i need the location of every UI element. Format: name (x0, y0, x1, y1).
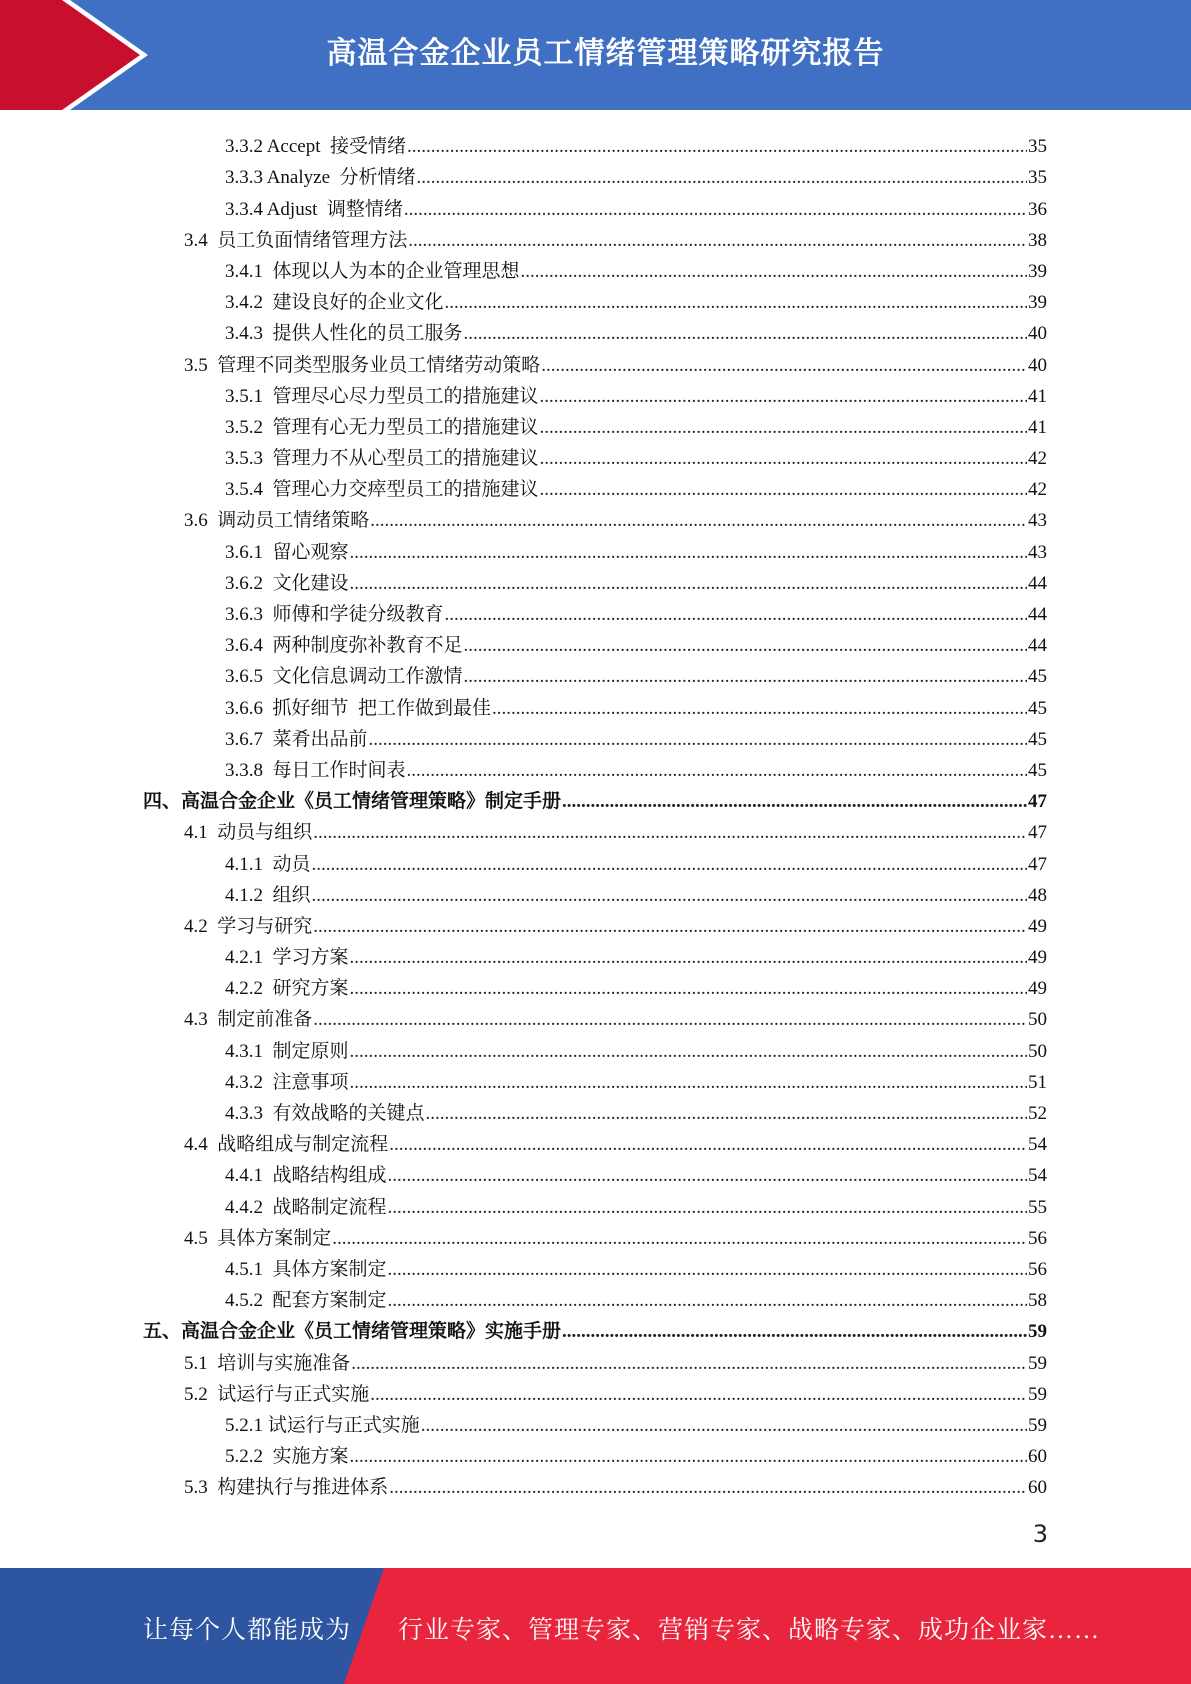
toc-entry-page: 60 (1028, 1477, 1047, 1499)
toc-entry-title: 5.1 培训与实施准备 (184, 1352, 351, 1374)
toc-entry[interactable] (143, 1001, 1047, 1032)
toc-dot-leader (404, 198, 1027, 222)
toc-entry[interactable] (143, 1251, 1047, 1282)
toc-entry-page: 45 (1028, 697, 1047, 719)
toc-entry-page: 54 (1028, 1134, 1047, 1156)
toc-entry-title: 3.4.2 建设良好的企业文化 (225, 292, 444, 314)
toc-entry-title: 3.3.3 Analyze 分析情绪 (225, 167, 416, 189)
toc-dot-leader (388, 1258, 1027, 1282)
toc-entry-page: 59 (1028, 1414, 1047, 1436)
toc-entry[interactable] (143, 1188, 1047, 1219)
toc-dot-leader (464, 665, 1027, 689)
toc-entry[interactable] (143, 908, 1047, 939)
toc-dot-leader (407, 135, 1027, 159)
toc-dot-leader (464, 634, 1027, 658)
toc-entry[interactable] (143, 783, 1047, 814)
toc-dot-leader (351, 1352, 1027, 1376)
toc-entry-page: 43 (1028, 541, 1047, 563)
toc-dot-leader (540, 416, 1027, 440)
toc-entry-page: 41 (1028, 385, 1047, 407)
toc-entry[interactable] (143, 658, 1047, 689)
toc-entry[interactable] (143, 190, 1047, 221)
toc-entry-page: 49 (1028, 915, 1047, 937)
toc-entry-page: 41 (1028, 416, 1047, 438)
toc-entry[interactable] (143, 689, 1047, 720)
toc-entry-title: 3.4.1 体现以人为本的企业管理思想 (225, 260, 520, 282)
toc-entry-page: 47 (1028, 791, 1047, 813)
toc-dot-leader (445, 603, 1027, 627)
toc-entry[interactable] (143, 1438, 1047, 1469)
toc-entry[interactable] (143, 1126, 1047, 1157)
toc-dot-leader (350, 977, 1027, 1001)
toc-entry-title: 4.2 学习与研究 (184, 915, 313, 937)
toc-entry-title: 3.6.1 留心观察 (225, 541, 349, 563)
toc-entry[interactable] (143, 1064, 1047, 1095)
toc-dot-leader (389, 1476, 1027, 1500)
toc-entry[interactable] (143, 1220, 1047, 1251)
toc-entry[interactable] (143, 128, 1047, 159)
toc-entry[interactable] (143, 533, 1047, 564)
toc-entry-title: 3.6.2 文化建设 (225, 572, 349, 594)
toc-dot-leader (388, 1289, 1027, 1313)
toc-entry-title: 四、高温合金企业《员工情绪管理策略》制定手册 (143, 791, 562, 813)
footer-slogan-left: 让每个人都能成为 (143, 1617, 352, 1644)
toc-entry-title: 3.6.5 文化信息调动工作激情 (225, 666, 463, 688)
toc-entry-page: 54 (1028, 1165, 1047, 1187)
toc-dot-leader (426, 1102, 1027, 1126)
toc-entry-page: 44 (1028, 572, 1047, 594)
toc-dot-leader (313, 1008, 1027, 1032)
toc-entry-title: 5.2 试运行与正式实施 (184, 1383, 370, 1405)
toc-entry-page: 47 (1028, 853, 1047, 875)
page-number: 3 (1032, 1520, 1048, 1548)
toc-entry-title: 3.4 员工负面情绪管理方法 (184, 229, 408, 251)
toc-entry-title: 3.6.3 师傅和学徒分级教育 (225, 604, 444, 625)
toc-dot-leader (350, 1040, 1027, 1064)
toc-entry-page: 49 (1028, 947, 1047, 969)
toc-dot-leader (562, 1320, 1027, 1344)
toc-entry[interactable] (143, 502, 1047, 533)
toc-entry-page: 51 (1028, 1071, 1047, 1093)
toc-dot-leader (370, 1383, 1027, 1407)
toc-entry[interactable] (143, 752, 1047, 783)
toc-entry-title: 4.4 战略组成与制定流程 (184, 1134, 389, 1156)
toc-dot-leader (540, 478, 1027, 502)
toc-entry-page: 56 (1028, 1258, 1047, 1280)
toc-entry-page: 58 (1028, 1290, 1047, 1312)
toc-entry-title: 4.5.2 配套方案制定 (225, 1290, 387, 1312)
footer-slogan-right: 行业专家、管理专家、营销专家、战略专家、成功企业家…… (398, 1617, 1101, 1644)
toc-entry-page: 44 (1028, 635, 1047, 657)
toc-entry-title: 3.6 调动员工情绪策略 (184, 510, 370, 532)
toc-entry-page: 59 (1028, 1352, 1047, 1374)
toc-entry-page: 50 (1028, 1040, 1047, 1062)
toc-dot-leader (388, 1164, 1027, 1188)
toc-entry-title: 4.2.2 研究方案 (225, 978, 349, 1000)
toc-entry[interactable] (143, 596, 1047, 627)
toc-entry-title: 3.5.4 管理心力交瘁型员工的措施建议 (225, 479, 539, 501)
toc-entry[interactable] (143, 939, 1047, 970)
toc-entry-title: 3.5.2 管理有心无力型员工的措施建议 (225, 416, 539, 438)
toc-entry-page: 56 (1028, 1227, 1047, 1249)
document-title: 高温合金企业员工情绪管理策略研究报告 (326, 36, 885, 71)
toc-dot-leader (350, 572, 1027, 596)
toc-entry-title: 5.2.1 试运行与正式实施 (225, 1414, 420, 1436)
toc-entry[interactable] (143, 471, 1047, 502)
toc-dot-leader (540, 447, 1027, 471)
toc-entry-page: 39 (1028, 292, 1047, 314)
toc-entry-title: 4.3 制定前准备 (184, 1009, 313, 1031)
toc-entry-title: 3.6.4 两种制度弥补教育不足 (225, 635, 463, 657)
toc-entry-page: 45 (1028, 759, 1047, 781)
toc-entry[interactable] (143, 814, 1047, 845)
toc-entry-title: 4.5.1 具体方案制定 (225, 1258, 387, 1280)
toc-dot-leader (312, 853, 1027, 877)
toc-entry-title: 3.3.2 Accept 接受情绪 (225, 136, 407, 158)
toc-dot-leader (421, 1414, 1027, 1438)
toc-entry-page: 40 (1028, 323, 1047, 345)
toc-entry-page: 52 (1028, 1103, 1047, 1124)
toc-entry-title: 3.5 管理不同类型服务业员工情绪劳动策略 (184, 354, 541, 376)
toc-entry-title: 3.6.7 菜肴出品前 (225, 728, 368, 750)
toc-entry[interactable] (143, 877, 1047, 908)
toc-entry-page: 35 (1028, 167, 1047, 189)
toc-dot-leader (350, 1071, 1027, 1095)
toc-entry-page: 43 (1028, 510, 1047, 532)
toc-entry[interactable] (143, 1407, 1047, 1438)
toc-dot-leader (389, 1133, 1027, 1157)
toc-entry-page: 47 (1028, 822, 1047, 844)
toc-entry[interactable] (143, 315, 1047, 346)
toc-entry-page: 49 (1028, 978, 1047, 1000)
toc-dot-leader (369, 728, 1027, 752)
toc-dot-leader (388, 1196, 1027, 1220)
toc-dot-leader (407, 759, 1027, 783)
toc-entry[interactable] (143, 721, 1047, 752)
toc-entry[interactable] (143, 565, 1047, 596)
toc-entry-title: 4.3.1 制定原则 (225, 1040, 349, 1062)
toc-entry-title: 3.3.4 Adjust 调整情绪 (225, 198, 403, 220)
toc-entry-title: 4.1 动员与组织 (184, 822, 313, 844)
toc-entry[interactable] (143, 1157, 1047, 1188)
toc-entry[interactable] (143, 1376, 1047, 1407)
toc-entry[interactable] (143, 284, 1047, 315)
toc-entry[interactable] (143, 845, 1047, 876)
toc-entry-page: 42 (1028, 448, 1047, 470)
toc-dot-leader (445, 291, 1027, 315)
toc-entry-page: 59 (1028, 1321, 1047, 1343)
toc-entry[interactable] (143, 970, 1047, 1001)
toc-entry-page: 59 (1028, 1383, 1047, 1405)
toc-entry[interactable] (143, 440, 1047, 471)
toc-entry-page: 50 (1028, 1009, 1047, 1031)
toc-entry-page: 42 (1028, 479, 1047, 501)
toc-entry-title: 4.2.1 学习方案 (225, 947, 349, 969)
toc-entry-page: 38 (1028, 229, 1047, 251)
toc-entry-page: 55 (1028, 1196, 1047, 1218)
toc-dot-leader (464, 322, 1027, 346)
toc-entry[interactable] (143, 159, 1047, 190)
toc-entry-page: 44 (1028, 604, 1047, 625)
toc-entry[interactable] (143, 346, 1047, 377)
toc-entry[interactable] (143, 1095, 1047, 1126)
toc-dot-leader (540, 385, 1027, 409)
toc-entry-title: 3.4.3 提供人性化的员工服务 (225, 323, 463, 345)
toc-entry-title: 4.1.1 动员 (225, 853, 311, 875)
toc-dot-leader (350, 946, 1027, 970)
toc-entry-title: 4.3.2 注意事项 (225, 1071, 349, 1093)
toc-entry-page: 39 (1028, 260, 1047, 282)
toc-entry-page: 48 (1028, 884, 1047, 906)
toc-entry-title: 4.1.2 组织 (225, 884, 311, 906)
toc-dot-leader (312, 884, 1027, 908)
toc-dot-leader (313, 821, 1027, 845)
toc-entry-title: 五、高温合金企业《员工情绪管理策略》实施手册 (143, 1321, 562, 1343)
toc-entry-title: 5.3 构建执行与推进体系 (184, 1477, 389, 1499)
toc-entry[interactable] (143, 1344, 1047, 1375)
toc-entry[interactable] (143, 1032, 1047, 1063)
toc-dot-leader (370, 509, 1027, 533)
toc-entry[interactable] (143, 378, 1047, 409)
toc-entry-page: 36 (1028, 198, 1047, 220)
toc-dot-leader (562, 790, 1027, 814)
toc-entry-page: 35 (1028, 136, 1047, 158)
toc-dot-leader (408, 229, 1027, 253)
toc-dot-leader (492, 697, 1027, 721)
toc-entry-title: 4.5 具体方案制定 (184, 1227, 332, 1249)
toc-entry[interactable] (143, 409, 1047, 440)
toc-entry-title: 4.4.1 战略结构组成 (225, 1165, 387, 1187)
table-of-contents (143, 128, 1047, 1500)
toc-dot-leader (541, 354, 1027, 378)
toc-entry-page: 40 (1028, 354, 1047, 376)
toc-dot-leader (350, 1445, 1027, 1469)
toc-dot-leader (521, 260, 1027, 284)
toc-entry-title: 3.6.6 抓好细节 把工作做到最佳 (225, 697, 492, 719)
toc-entry-title: 4.4.2 战略制定流程 (225, 1196, 387, 1218)
toc-entry-page: 45 (1028, 728, 1047, 750)
toc-entry[interactable] (143, 253, 1047, 284)
toc-entry[interactable] (143, 222, 1047, 253)
toc-entry-title: 5.2.2 实施方案 (225, 1446, 349, 1468)
toc-dot-leader (417, 166, 1027, 190)
toc-entry-page: 60 (1028, 1446, 1047, 1468)
toc-entry[interactable] (143, 1313, 1047, 1344)
toc-dot-leader (350, 541, 1027, 565)
toc-entry[interactable] (143, 1282, 1047, 1313)
page-header (0, 0, 1191, 110)
page-footer (0, 1568, 1191, 1684)
toc-entry-title: 3.5.3 管理力不从心型员工的措施建议 (225, 448, 539, 470)
toc-entry[interactable] (143, 627, 1047, 658)
toc-entry[interactable] (143, 1469, 1047, 1500)
toc-entry-title: 4.3.3 有效战略的关键点 (225, 1103, 425, 1124)
toc-dot-leader (332, 1227, 1027, 1251)
toc-dot-leader (313, 915, 1027, 939)
toc-entry-title: 3.5.1 管理尽心尽力型员工的措施建议 (225, 385, 539, 407)
toc-entry-page: 45 (1028, 666, 1047, 688)
toc-entry-title: 3.3.8 每日工作时间表 (225, 759, 406, 781)
